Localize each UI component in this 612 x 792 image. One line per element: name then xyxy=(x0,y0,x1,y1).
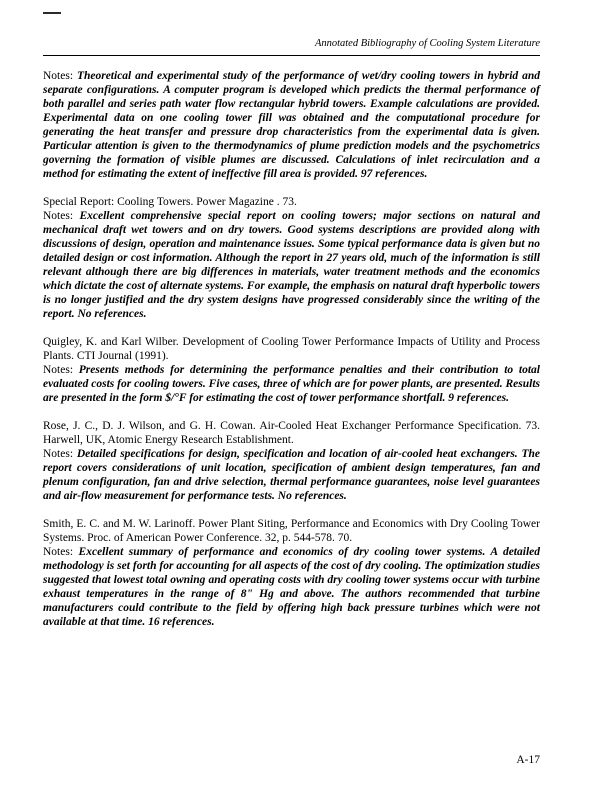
notes-text: Excellent comprehensive special report on cooling towers; major sections on natural and mechanical draft wet towers and on dry towers. Good systems descriptions are provided along with discussions of design, operation and maintenance issues. Some typical performance data is given but no detailed design or cost information. Although the report in 27 years old, much of the information is still relevant although there are big differences in materials, water treatment methods and the economics which dictate the cost of alternate systems. For example, the emphasis on natural draft hyperbolic towers is no longer justified and the dry system designs have progressed considerably since the writing of the report. No references. xyxy=(43,210,540,320)
running-header: Annotated Bibliography of Cooling System Literature xyxy=(314,38,540,49)
notes-label: Notes: xyxy=(43,448,77,460)
notes-label: Notes: xyxy=(43,546,79,558)
page-number: A-17 xyxy=(516,754,540,766)
header-rule xyxy=(43,55,540,56)
bibliography-entry xyxy=(43,517,540,629)
notes-label: Notes: xyxy=(43,364,79,376)
notes-paragraph xyxy=(43,447,540,503)
notes-label: Notes: xyxy=(43,210,80,222)
scan-artifact-mark xyxy=(43,12,61,14)
document-body xyxy=(43,69,540,629)
notes-paragraph xyxy=(43,363,540,405)
citation-paragraph: Special Report: Cooling Towers. Power Magazine . 73. xyxy=(43,196,297,208)
notes-text: Presents methods for determining the performance penalties and their contribution to total evaluated costs for cooling towers. Five cases, three of which are for power plants, are presented. Results are presented in the form $/°F for estimating the cost of tower performance shortfall. 9 references. xyxy=(43,364,541,404)
notes-text: Excellent summary of performance and economics of dry cooling tower systems. A detailed methodology is set forth for accounting for all aspects of the cost of dry cooling. The optimization studies suggested that lowest total owning and operating costs with dry cooling tower systems occur with turbine exhaust temperatures in the range of 8" Hg and above. The authors recommended that turbine manufacturers could contribute to the field by offering high back pressure turbines which were not available at that time. 16 references. xyxy=(43,546,540,628)
bibliography-entry xyxy=(43,419,540,503)
bibliography-entry xyxy=(43,69,540,181)
bibliography-entry xyxy=(43,335,540,405)
citation-paragraph: Smith, E. C. and M. W. Larinoff. Power Plant Siting, Performance and Economics with Dry Cooling Tower Systems. Proc. of American Power Conference. 32, p. 544-578. 70. xyxy=(43,518,540,544)
notes-text: Detailed specifications for design, specification and location of air-cooled heat exchangers. The report covers considerations of unit location, specification of ambient design temperatures, fan and plenum configuration, fan and drive selection, thermal performance guarantees, noise level guarantees and air-flow measurement for performance tests. No references. xyxy=(43,448,540,502)
notes-label: Notes: xyxy=(43,70,77,82)
notes-paragraph xyxy=(43,209,540,321)
citation-paragraph: Quigley, K. and Karl Wilber. Development of Cooling Tower Performance Impacts of Utility and Process Plants. CTI Journal (1991). xyxy=(43,336,540,362)
notes-text: Theoretical and experimental study of the performance of wet/dry cooling towers in hybrid and separate configurations. A computer program is developed which predicts the thermal performance of both parallel and series path water flow rectangular hybrid towers. Example calculations are provided. Experimental data on one cooling tower fill was obtained and the computational procedure for generating the heat transfer and pressure drop characteristics from the experimental data is given. Particular attention is given to the thermodynamics of plume prediction models and the psychometrics governing the formation of visible plumes are discussed. Calculations of inlet recirculation and a method for estimating the extent of ineffective fill area is provided. 97 references. xyxy=(43,70,540,180)
notes-paragraph xyxy=(43,69,540,181)
bibliography-entry xyxy=(43,195,540,321)
notes-paragraph xyxy=(43,545,540,629)
citation-paragraph: Rose, J. C., D. J. Wilson, and G. H. Cowan. Air-Cooled Heat Exchanger Performance Specification. 73. Harwell, UK, Atomic Energy Research Establishment. xyxy=(43,420,540,446)
